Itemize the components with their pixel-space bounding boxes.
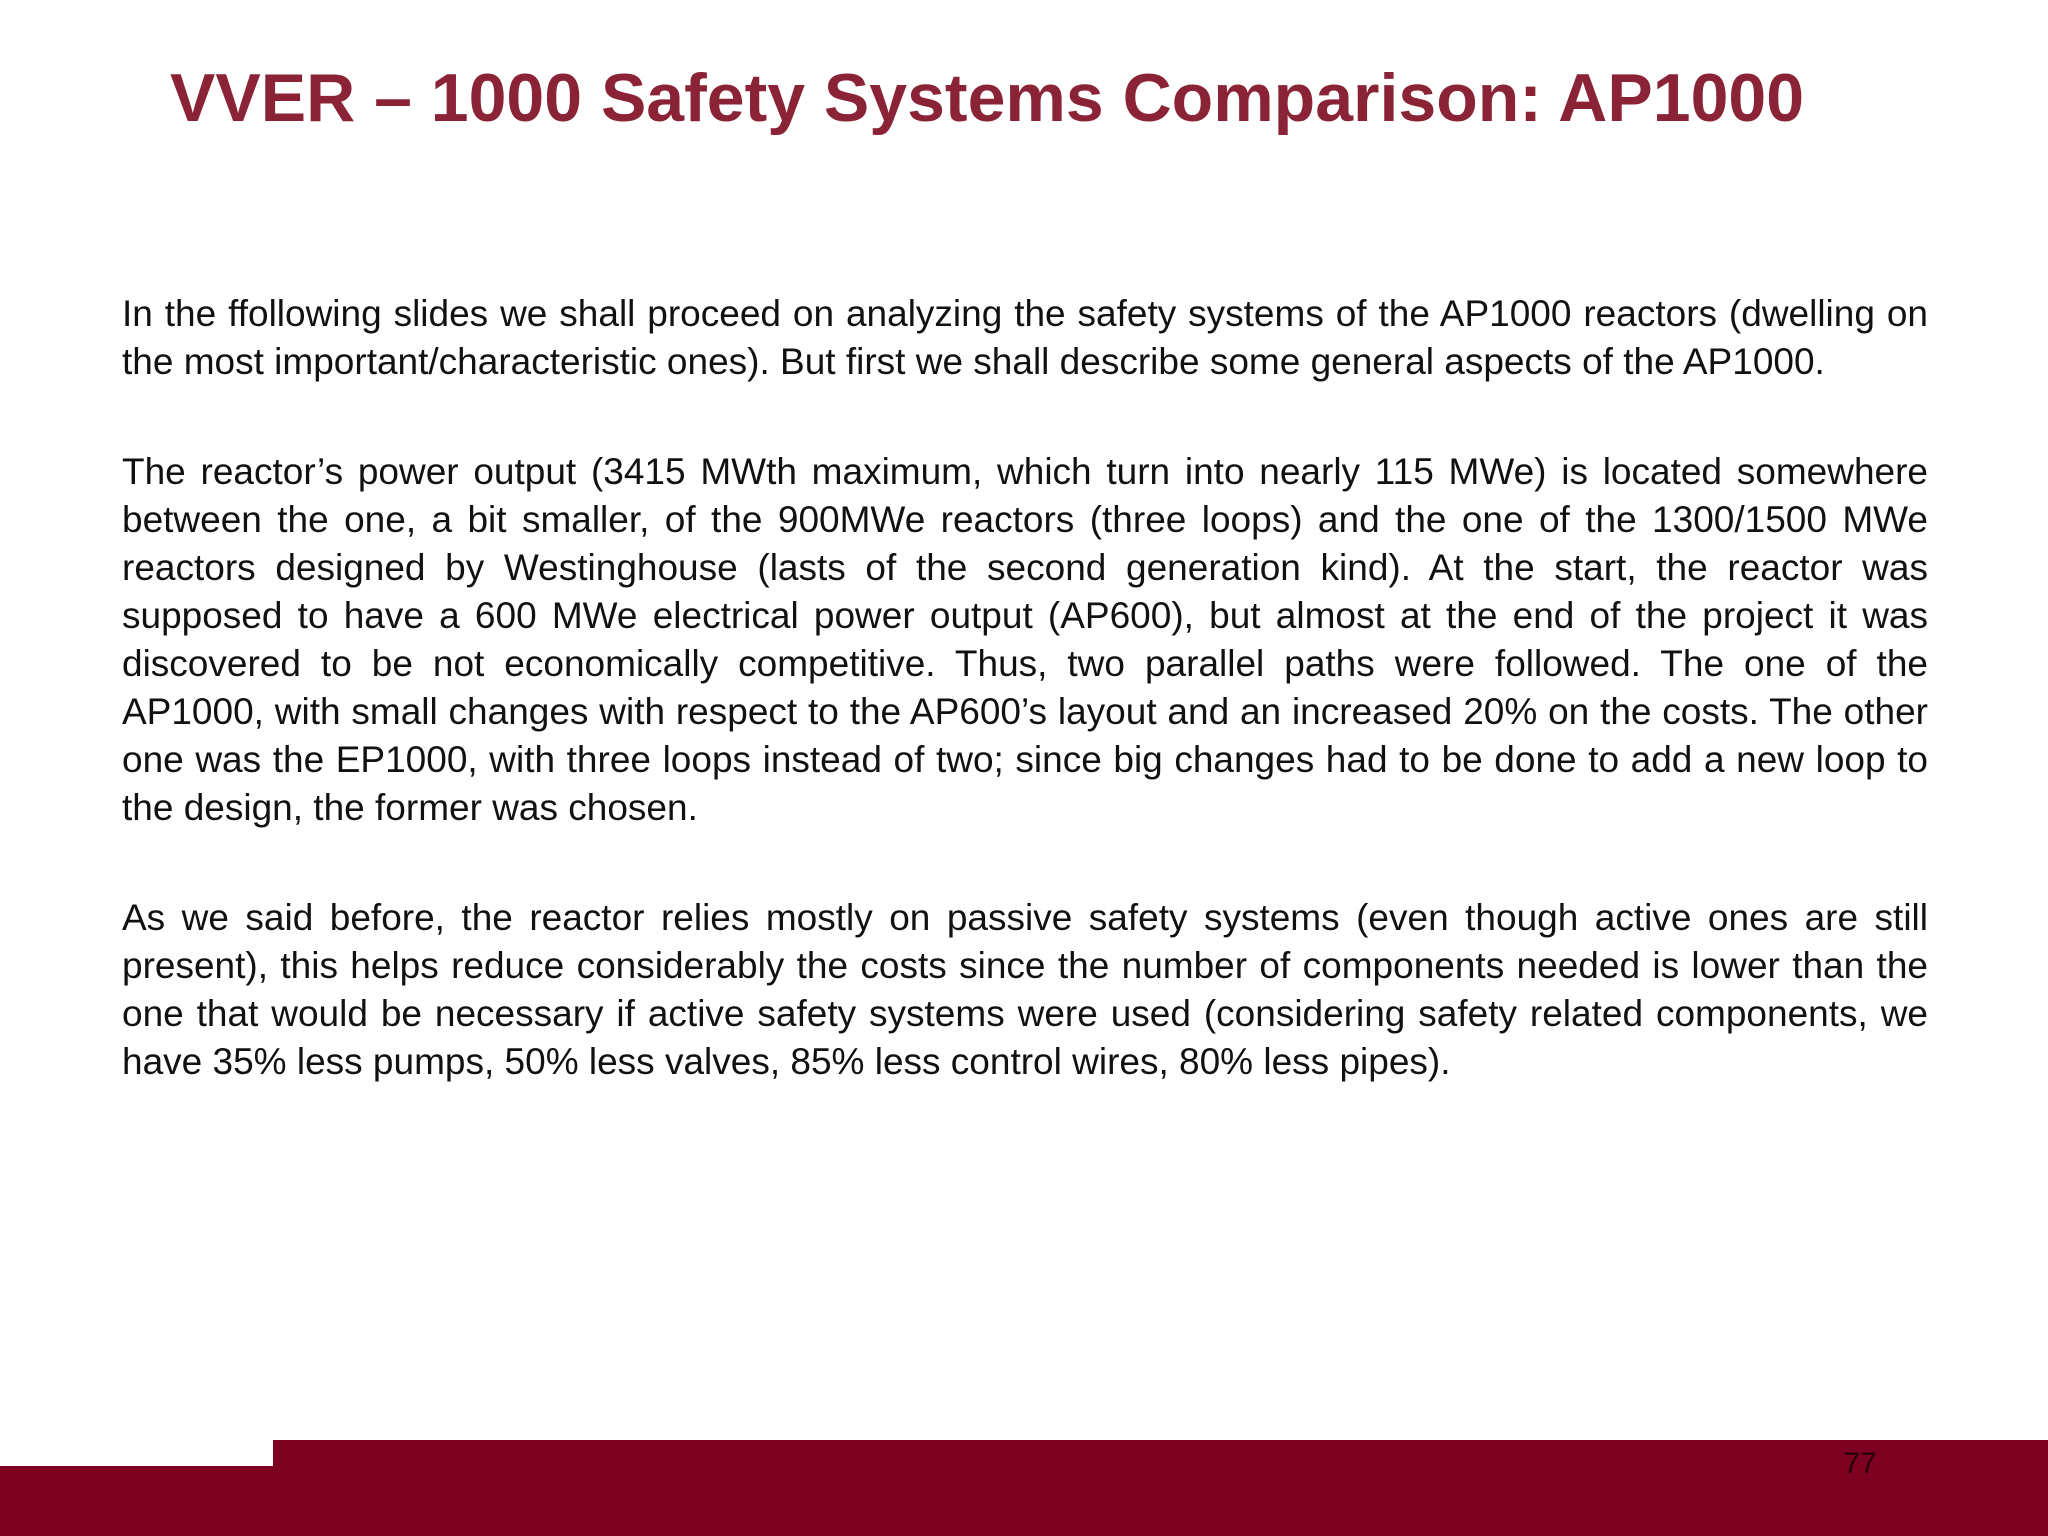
footer-bar-raised	[273, 1440, 2048, 1466]
slide-title: VVER – 1000 Safety Systems Comparison: AP1000	[170, 60, 1805, 136]
paragraph-power-output: The reactor’s power output (3415 MWth maximum, which turn into nearly 115 MWe) is located somewhere between the one, a bit smaller, of the 900MWe reactors (three loops) and the one of the 1300/1500 MWe reactors designed by Westinghouse (lasts of the second generation kind). At the start, the reactor was supposed to have a 600 MWe electrical power output (AP600), but almost at the end of the project it was discovered to be not economically competitive. Thus, two parallel paths were followed. The one of the AP1000, with small changes with respect to the AP600’s layout and an increased 20% on the costs. The other one was the EP1000, with three loops instead of two; since big changes had to be done to add a new loop to the design, the former was chosen.	[122, 451, 1928, 828]
slide-body	[122, 290, 1928, 1148]
footer-notch	[0, 1440, 273, 1466]
paragraph-intro: In the ffollowing slides we shall proceed on analyzing the safety systems of the AP1000 reactors (dwelling on the most important/characteristic ones). But first we shall describe some general aspects of the AP1000.	[122, 293, 1928, 382]
page-number: 77	[1843, 1447, 1877, 1480]
paragraph-passive-safety: As we said before, the reactor relies mostly on passive safety systems (even though active ones are still present), this helps reduce considerably the costs since the number of components needed is lower than the one that would be necessary if active safety systems were used (considering safety related components, we have 35% less pumps, 50% less valves, 85% less control wires, 80% less pipes).	[122, 897, 1928, 1082]
footer-bar	[0, 1466, 2048, 1536]
